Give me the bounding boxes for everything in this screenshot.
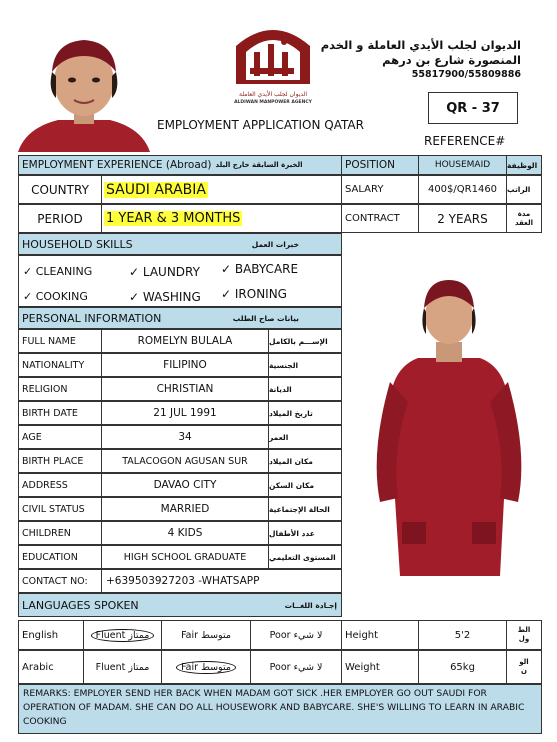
birth-place-ar: مكان الميلاد <box>268 449 342 473</box>
country-value <box>101 175 342 204</box>
nationality-ar: الجنسية <box>268 353 342 377</box>
skill-ironing: ✓ IRONING <box>221 287 287 301</box>
contract-ar <box>506 204 542 233</box>
country-label-text: COUNTRY <box>31 182 89 197</box>
civil-status-label: CIVIL STATUS <box>18 497 102 521</box>
logo-caption-en: ALDIWAN MANPOWER AGENCY <box>234 100 312 105</box>
position-label: POSITION <box>341 155 419 175</box>
language-arabic: Arabic <box>18 650 84 684</box>
religion-ar: الديانة <box>268 377 342 401</box>
logo-caption-ar: الديوان لجلب الأيدي العاملة <box>238 91 308 98</box>
nationality-value: FILIPINO <box>101 353 269 377</box>
birth-date-label: BIRTH DATE <box>18 401 102 425</box>
page-title: EMPLOYMENT APPLICATION QATAR <box>157 118 364 132</box>
agency-name-line2: المنصورة شارع بن درهم <box>382 53 521 67</box>
full-body-photo <box>356 272 542 576</box>
english-fluent-selected: Fluent ممتاز <box>91 629 155 642</box>
education-label: EDUCATION <box>18 545 102 569</box>
contact-value: +639503927203 -WHATSAPP <box>101 569 342 593</box>
period-value-text: 1 YEAR & 3 MONTHS <box>106 211 241 226</box>
age-label: AGE <box>18 425 102 449</box>
contact-label: CONTACT NO: <box>18 569 102 593</box>
education-ar: المستوى التعليمي <box>268 545 342 569</box>
contract-ar-1: مدة <box>517 209 531 218</box>
birth-date-ar: تاريخ الميلاد <box>268 401 342 425</box>
contract-ar-2: العقد <box>514 218 534 227</box>
language-english: English <box>18 620 84 650</box>
skill-laundry: ✓ LAUNDRY <box>129 265 200 279</box>
agency-name-line1: الديوان لجلب الأيدي العاملة و الخدم <box>320 38 521 52</box>
address-ar: مكان السكن <box>268 473 342 497</box>
reference-label: REFERENCE# <box>424 134 506 148</box>
remarks-box <box>18 684 542 734</box>
height-value: 5'2 <box>418 620 507 650</box>
age-ar: العمر <box>268 425 342 449</box>
salary-ar: الراتب <box>506 175 542 204</box>
height-label: Height <box>341 620 419 650</box>
religion-value: CHRISTIAN <box>101 377 269 401</box>
period-value <box>101 204 342 233</box>
civil-status-ar: الحالة الإجتماعية <box>268 497 342 521</box>
personal-heading <box>18 307 342 329</box>
agency-phones: 55817900/55809886 <box>411 69 521 80</box>
experience-heading <box>18 155 342 175</box>
position-ar: الوظيفة <box>506 155 542 175</box>
agency-name-ar <box>311 38 521 81</box>
salary-value: 400$/QR1460 <box>418 175 507 204</box>
personal-heading-ar: بيانات صاح الطلب <box>232 313 299 323</box>
experience-heading-ar: الخبرة السابقة خارج البلد <box>215 161 303 169</box>
weight-value: 65kg <box>418 650 507 684</box>
period-label-text: PERIOD <box>37 211 83 226</box>
arabic-fluent: Fluent ممتاز <box>83 650 162 684</box>
weight-ar-2: ن <box>521 667 527 675</box>
arabic-poor: Poor لا شيء <box>250 650 342 684</box>
full-name-value: ROMELYN BULALA <box>101 329 269 353</box>
remarks-text: REMARKS: EMPLOYER SEND HER BACK WHEN MADAM GOT SICK .HER EMPLOYER GO OUT SAUDI FOR OPERATION OF MADAM. SHE CAN DO ALL HOUSEWORK AND BABYCARE. SHE'S WILLING TO LEARN IN ARABIC COOKING <box>23 688 525 727</box>
skill-cleaning: ✓ CLEANING <box>23 265 93 278</box>
skills-heading-label: HOUSEHOLD SKILLS <box>22 237 133 251</box>
english-poor: Poor لا شيء <box>250 620 342 650</box>
birth-date-value: 21 JUL 1991 <box>101 401 269 425</box>
arabic-fair-selected: Fair متوسط <box>176 661 236 674</box>
address-label: ADDRESS <box>18 473 102 497</box>
contract-value: 2 YEARS <box>418 204 507 233</box>
experience-heading-label: EMPLOYMENT EXPERIENCE (Abroad) <box>22 159 212 171</box>
contract-label: CONTRACT <box>341 204 419 233</box>
english-fair: Fair متوسط <box>161 620 251 650</box>
skill-cooking: ✓ COOKING <box>23 290 88 303</box>
country-value-text: SAUDI ARABIA <box>106 181 206 198</box>
languages-heading-label: LANGUAGES SPOKEN <box>22 598 139 612</box>
height-ar-1: الط <box>517 626 531 634</box>
languages-heading-ar: إجـادة اللغــات <box>284 600 337 610</box>
weight-ar-1: الو <box>519 658 529 666</box>
qr-code-value: QR - 37 <box>446 100 500 116</box>
personal-heading-label: PERSONAL INFORMATION <box>22 311 162 325</box>
qr-code-box <box>428 92 518 124</box>
height-ar-2: ول <box>518 635 530 643</box>
children-label: CHILDREN <box>18 521 102 545</box>
nationality-label: NATIONALITY <box>18 353 102 377</box>
salary-label: SALARY <box>341 175 419 204</box>
period-label <box>18 204 102 233</box>
headshot-photo <box>18 20 150 152</box>
languages-heading <box>18 593 342 617</box>
age-value: 34 <box>101 425 269 449</box>
arabic-fair <box>161 650 251 684</box>
skills-heading <box>18 233 342 255</box>
position-value: HOUSEMAID <box>418 155 507 175</box>
address-value: DAVAO CITY <box>101 473 269 497</box>
height-ar <box>506 620 542 650</box>
birth-place-label: BIRTH PLACE <box>18 449 102 473</box>
children-value: 4 KIDS <box>101 521 269 545</box>
education-value: HIGH SCHOOL GRADUATE <box>101 545 269 569</box>
weight-label: Weight <box>341 650 419 684</box>
agency-logo <box>228 22 318 104</box>
weight-ar <box>506 650 542 684</box>
full-name-ar: الإســـم بالكامل <box>268 329 342 353</box>
civil-status-value: MARRIED <box>101 497 269 521</box>
skill-babycare: ✓ BABYCARE <box>221 262 299 276</box>
religion-label: RELIGION <box>18 377 102 401</box>
skills-grid <box>18 255 342 307</box>
birth-place-value: TALACOGON AGUSAN SUR <box>101 449 269 473</box>
skill-washing: ✓ WASHING <box>129 290 201 304</box>
full-name-label: FULL NAME <box>18 329 102 353</box>
english-fluent <box>83 620 162 650</box>
country-label <box>18 175 102 204</box>
children-ar: عدد الأطفال <box>268 521 342 545</box>
skills-heading-ar: خبرات العمل <box>251 239 299 249</box>
